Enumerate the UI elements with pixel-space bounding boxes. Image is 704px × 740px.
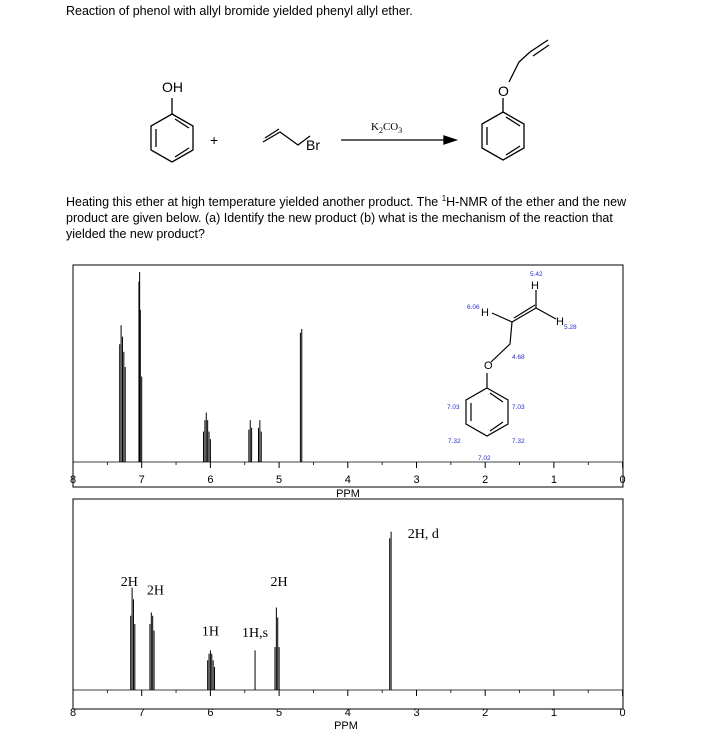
x-tick-label: 2 bbox=[482, 474, 489, 486]
x-tick-label: 8 bbox=[69, 474, 77, 486]
x-tick-label: 0 bbox=[619, 707, 626, 719]
x-tick-label: 1 bbox=[550, 707, 557, 719]
x-tick-label: 5 bbox=[276, 474, 283, 486]
x-tick-label: 4 bbox=[344, 474, 351, 486]
x-tick-label: 2 bbox=[482, 707, 489, 719]
reagent-label bbox=[371, 121, 402, 135]
x-tick-label: 7 bbox=[138, 707, 145, 719]
integration-label: 2H bbox=[120, 575, 138, 591]
x-tick-label: 6 bbox=[207, 474, 214, 486]
x-tick-label: 6 bbox=[207, 707, 214, 719]
phenol-ring bbox=[151, 114, 193, 162]
spectrum-2 bbox=[70, 499, 626, 732]
spectrum-2-peaks bbox=[131, 532, 391, 690]
reagent-sub1: 2 bbox=[378, 126, 383, 135]
inset-ring bbox=[466, 388, 508, 436]
inset-structure bbox=[466, 290, 556, 436]
reagent-co: CO bbox=[382, 121, 399, 133]
reagent-sub2: 3 bbox=[398, 126, 403, 135]
question-intro: Reaction of phenol with allyl bromide yielded phenyl allyl ether. bbox=[66, 4, 413, 18]
spectrum-1-peaks bbox=[120, 272, 302, 462]
allyl-bromide-chain bbox=[263, 132, 310, 145]
spectrum-1-xlabel: PPM bbox=[336, 488, 360, 500]
product-ring bbox=[482, 112, 524, 160]
shift-label: 4.68 bbox=[512, 354, 525, 361]
integration-label: 2H bbox=[270, 575, 288, 591]
inset-h-right: H bbox=[556, 316, 564, 328]
prompt-part-2: H-NMR of the ether and the new product are given below. (a) Identify the new product (b) what is the mechanism of the reaction that yielded the new product? bbox=[66, 195, 627, 242]
shift-label: 7.03 bbox=[447, 404, 460, 411]
reagent-k: K bbox=[371, 121, 379, 133]
integration-label: 2H, d bbox=[407, 527, 439, 543]
x-tick-label: 3 bbox=[413, 474, 420, 486]
x-tick-label: 0 bbox=[619, 474, 626, 486]
prompt-part-1: Heating this ether at high temperature yielded another product. The bbox=[66, 195, 442, 210]
spectrum-1-axis bbox=[70, 462, 626, 486]
oh-label: OH bbox=[162, 79, 183, 95]
spectrum-2-axis bbox=[70, 690, 626, 719]
shift-label: 7.32 bbox=[448, 438, 461, 445]
shift-label: 7.03 bbox=[512, 404, 525, 411]
x-tick-label: 5 bbox=[276, 707, 283, 719]
spectrum-1-frame bbox=[73, 265, 623, 487]
integration-label: 2H bbox=[146, 583, 165, 599]
plus-sign: + bbox=[210, 132, 219, 148]
x-tick-label: 4 bbox=[344, 707, 351, 719]
integration-label: 1H,s bbox=[242, 626, 269, 642]
spectrum-1 bbox=[70, 265, 626, 500]
inset-o-label: O bbox=[484, 360, 493, 372]
br-label: Br bbox=[306, 137, 320, 153]
x-tick-label: 1 bbox=[550, 474, 557, 486]
shift-label: 6.06 bbox=[467, 304, 480, 311]
product-o-label: O bbox=[498, 83, 509, 99]
shift-label: 5.28 bbox=[564, 324, 577, 331]
spectrum-2-frame bbox=[73, 499, 623, 709]
x-tick-label: 8 bbox=[69, 707, 77, 719]
shift-label: 5.42 bbox=[530, 271, 543, 278]
inset-h-top: H bbox=[531, 280, 539, 292]
spectrum-2-xlabel: PPM bbox=[334, 720, 358, 732]
inset-h-left: H bbox=[481, 307, 489, 319]
product-allyl-chain bbox=[509, 40, 548, 82]
shift-label: 7.02 bbox=[478, 455, 491, 462]
shift-label: 7.32 bbox=[512, 438, 525, 445]
x-tick-label: 7 bbox=[138, 474, 145, 486]
x-tick-label: 3 bbox=[413, 707, 420, 719]
prompt-superscript: 1 bbox=[441, 194, 447, 203]
integration-label: 1H bbox=[201, 624, 219, 640]
